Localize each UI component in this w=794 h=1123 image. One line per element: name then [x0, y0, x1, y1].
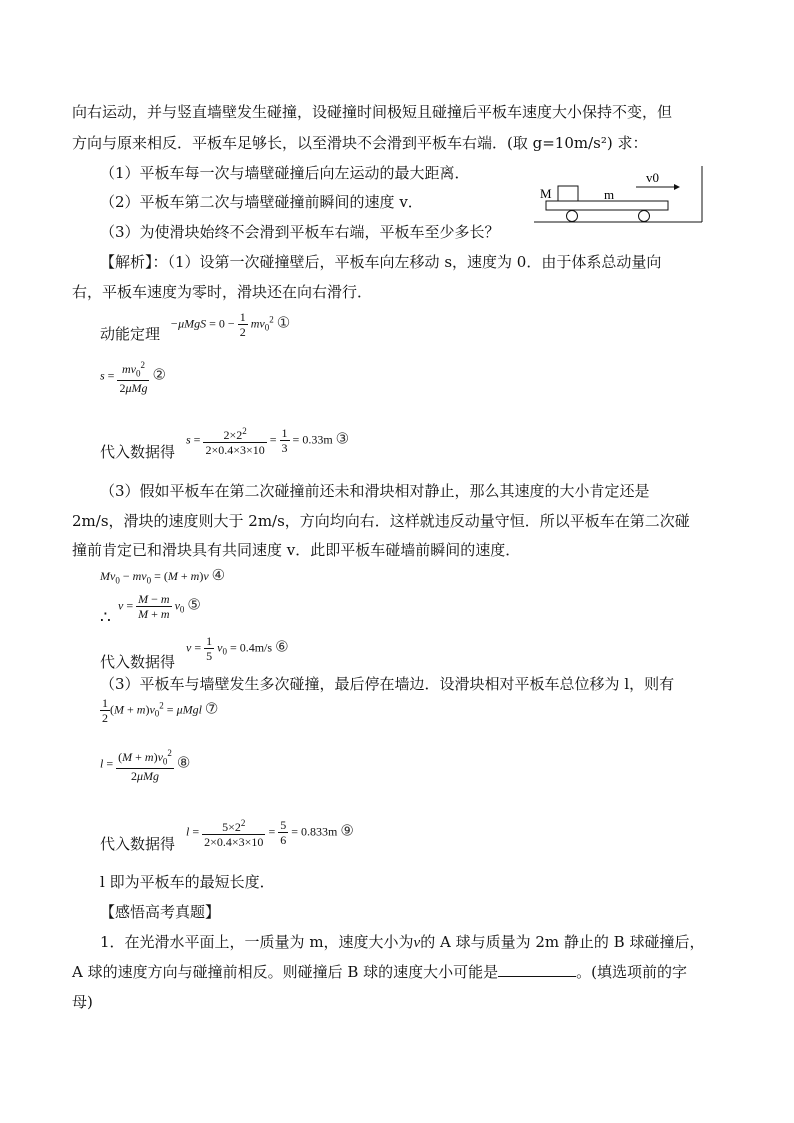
exam-question-line-1: 1．在光滑水平面上，一质量为 m，速度大小为v的 A 球与质量为 2m 静止的 B 球碰撞后， — [100, 933, 705, 951]
question-3: （3）为使滑块始终不会滑到平板车右端，平板车至少多长？ — [100, 223, 500, 241]
section-heading: 【感悟高考真题】 — [100, 903, 221, 921]
paragraph-3-line-3: 撞前肯定已和滑块具有共同速度 v．此即平板车碰墙前瞬间的速度． — [72, 541, 521, 559]
substitute-label-3: 代入数据得 — [100, 835, 176, 853]
equation-8: l = $\frac{(M + m)v_0^2}{\text{2μMg}}$ ⑧ — [100, 748, 191, 784]
solution-heading: 【解析】：（1）设第一次碰撞壁后，平板车向左移动 s，速度为 0．由于体系总动量向 — [100, 253, 662, 271]
therefore-symbol: ∴ — [100, 608, 111, 628]
equation-2: s = $\frac{mv_0^2}{\text{2μMg}}$ ② — [100, 360, 166, 396]
question-2: （2）平板车第二次与墙壁碰撞前瞬间的速度 v． — [100, 193, 423, 211]
paragraph-4: （3）平板车与墙壁发生多次碰撞，最后停在墙边．设滑块相对平板车总位移为 l，则有 — [100, 675, 675, 693]
solution-line-2: 右，平板车速度为零时，滑块还在向右滑行． — [72, 283, 373, 301]
question-1: （1）平板车每一次与墙壁碰撞后向左运动的最大距离． — [100, 164, 470, 182]
cart-platform — [546, 201, 668, 210]
cart-wall-diagram — [532, 162, 714, 228]
equation-4: $Mv_0 - mv_0 = (M + m)v$ ④ — [100, 566, 226, 586]
exam-question-line-3: 母) — [72, 993, 93, 1011]
paragraph-3-line-1: （3）假如平板车在第二次碰撞前还未和滑块相对静止，那么其速度的大小肯定还是 — [100, 482, 650, 500]
equation-3: s = $\frac{2\times 2^2}{2\times 0.4\times 3\times 10}$ = $\frac{1}{3}$ = 0.33m ③ — [186, 426, 350, 457]
equation-7: $\frac{1}{2}$ $(M + m)v_0^2 = \mu Mgl$ ⑦ — [102, 696, 219, 725]
exam-question-line-2: A 球的速度方向与碰撞前相反。则碰撞后 B 球的速度大小可能是 。(填选项前的字 — [72, 963, 688, 981]
wheel-right — [639, 211, 650, 222]
equation-5: v = $\frac{M - m}{M + m}$ $v_0$ ⑤ — [118, 592, 201, 621]
equation-9: l = $\frac{5\times 2^2}{2\times 0.4\times 3\times 10}$ = $\frac{5}{6}$ = 0.833m ⑨ — [186, 818, 354, 849]
problem-text-line-1: 向右运动，并与竖直墙壁发生碰撞，设碰撞时间极短且碰撞后平板车速度大小保持不变，但 — [72, 103, 673, 121]
label-M: M — [540, 186, 552, 201]
substitute-label-2: 代入数据得 — [100, 653, 176, 671]
equation-6: v = $\frac{1}{5}$ $v_0 = 0.4m/s$ ⑥ — [186, 634, 289, 663]
slider-block — [558, 186, 578, 201]
answer-blank[interactable] — [498, 962, 576, 977]
paragraph-3-line-2: 2m/s，滑块的速度则大于 2m/s，方向均向右．这样就违反动量守恒．所以平板车在第二次碰 — [72, 512, 690, 530]
kinetic-energy-label: 动能定理 — [100, 325, 161, 343]
substitute-label-1: 代入数据得 — [100, 443, 176, 461]
label-v0: v0 — [646, 170, 659, 185]
conclusion: l 即为平板车的最短长度． — [100, 873, 275, 891]
wheel-left — [567, 211, 578, 222]
label-m: m — [604, 187, 615, 202]
problem-text-line-2: 方向与原来相反．平板车足够长，以至滑块不会滑到平板车右端．(取 g=10m/s²) 求： — [72, 134, 648, 152]
equation-1: −μMgS = 0 − $\frac{1}{2}$ $mv_0^2$ ① — [170, 310, 291, 339]
